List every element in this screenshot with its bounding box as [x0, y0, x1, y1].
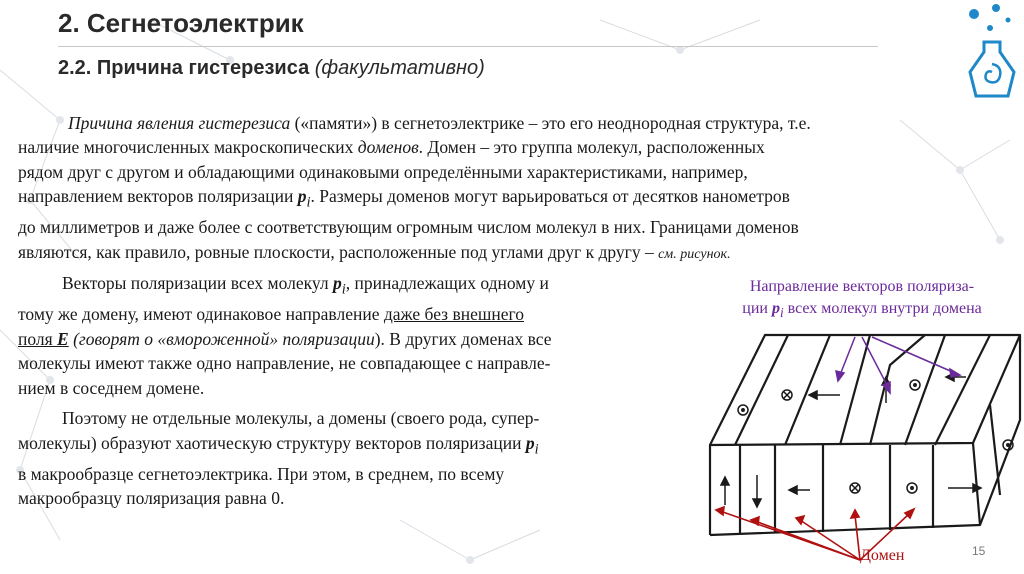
p2-underlined-1: даже без внешнего — [383, 304, 524, 324]
p2-var-sub: i — [341, 281, 346, 298]
p3-var-p: p — [525, 432, 535, 453]
p2-l1b: , принадлежащих одному и — [345, 273, 549, 293]
caption-var-p: p — [771, 300, 780, 317]
flask-logo-icon — [960, 0, 1024, 110]
paragraph-1-body — [62, 111, 992, 136]
p1-var-sub: i — [306, 194, 311, 211]
p1-l4a: направлением векторов поляризации — [18, 186, 298, 206]
domain-label: Домен — [860, 547, 905, 564]
p1-see-figure: см. рисунок. — [658, 246, 731, 262]
caption-l2b: всех молекул внутри домена — [783, 300, 982, 317]
subtitle-note: (факультативно) — [314, 57, 485, 79]
paragraph-1-lines — [18, 135, 1018, 267]
slide-title: 2. Сегнетоэлектрик — [58, 8, 304, 38]
figure-caption — [712, 276, 1012, 324]
p3-l3: в макрообразце сегнетоэлектрика. При этом, в среднем, по всему — [18, 463, 505, 484]
p3-l4: макрообразцу поляризация равна 0. — [18, 488, 285, 508]
caption-line1: Направление векторов поляриза- — [749, 278, 975, 295]
subtitle-main: 2.2. Причина гистерезиса — [58, 57, 310, 79]
p2-l3b: ). В других доменах все — [374, 328, 552, 349]
p3-l1: Поэтому не отдельные молекулы, а домены (своего рода, супер- — [62, 408, 540, 428]
paragraph-chaotic-structure — [18, 406, 698, 511]
p1-l5: до миллиметров и даже более с соответствующим огромным числом молекул в них. Границами доменов — [18, 217, 799, 237]
page-number: 15 — [972, 544, 986, 558]
p3-var-sub: i — [534, 441, 539, 457]
caption-var-sub: i — [779, 305, 784, 321]
p1-l2a: наличие многочисленных макроскопических — [18, 137, 358, 157]
p3-l2a: молекулы) образуют хаотическую структуру векторов поляризации — [18, 432, 526, 453]
p2-underlined-2: поля — [18, 328, 58, 349]
p1-l1: («памяти») в сегнетоэлектрике – это его неоднородная структура, т.е. — [290, 113, 811, 133]
p1-domains-term: доменов — [357, 137, 419, 157]
caption-l2a: ции — [742, 300, 772, 317]
title-divider — [58, 46, 878, 47]
p1-term: Причина явления гистерезиса — [68, 113, 291, 133]
p2-var-e: E — [57, 328, 69, 349]
domain-structure-figure — [690, 325, 1024, 574]
p1-l6a: являются, как правило, ровные плоскости, расположенные под углами друг к другу – — [18, 241, 659, 262]
p1-l2b: . Домен – это группа молекул, расположенных — [418, 137, 765, 157]
p2-frozen-note: (говорят о «вмороженной» поляризации — [68, 328, 375, 349]
p2-l5: нием в соседнем домене. — [18, 377, 205, 398]
paragraph-domain-polarization — [18, 271, 698, 400]
p2-l1a: Векторы поляризации всех молекул — [62, 273, 333, 293]
p2-l2a: тому же домену, имеют одинаковое направление — [18, 304, 384, 324]
p1-l4b: . Размеры доменов могут варьироваться от десятков нанометров — [310, 186, 790, 206]
p2-var-p: p — [332, 273, 342, 293]
p1-var-p: p — [297, 186, 307, 206]
slide-subtitle — [58, 57, 485, 80]
p1-l3: рядом друг с другом и обладающими одинаковыми определёнными характеристиками, например, — [18, 161, 748, 182]
p2-l4: молекулы имеют также одно направление, не совпадающее с направле- — [18, 353, 551, 373]
